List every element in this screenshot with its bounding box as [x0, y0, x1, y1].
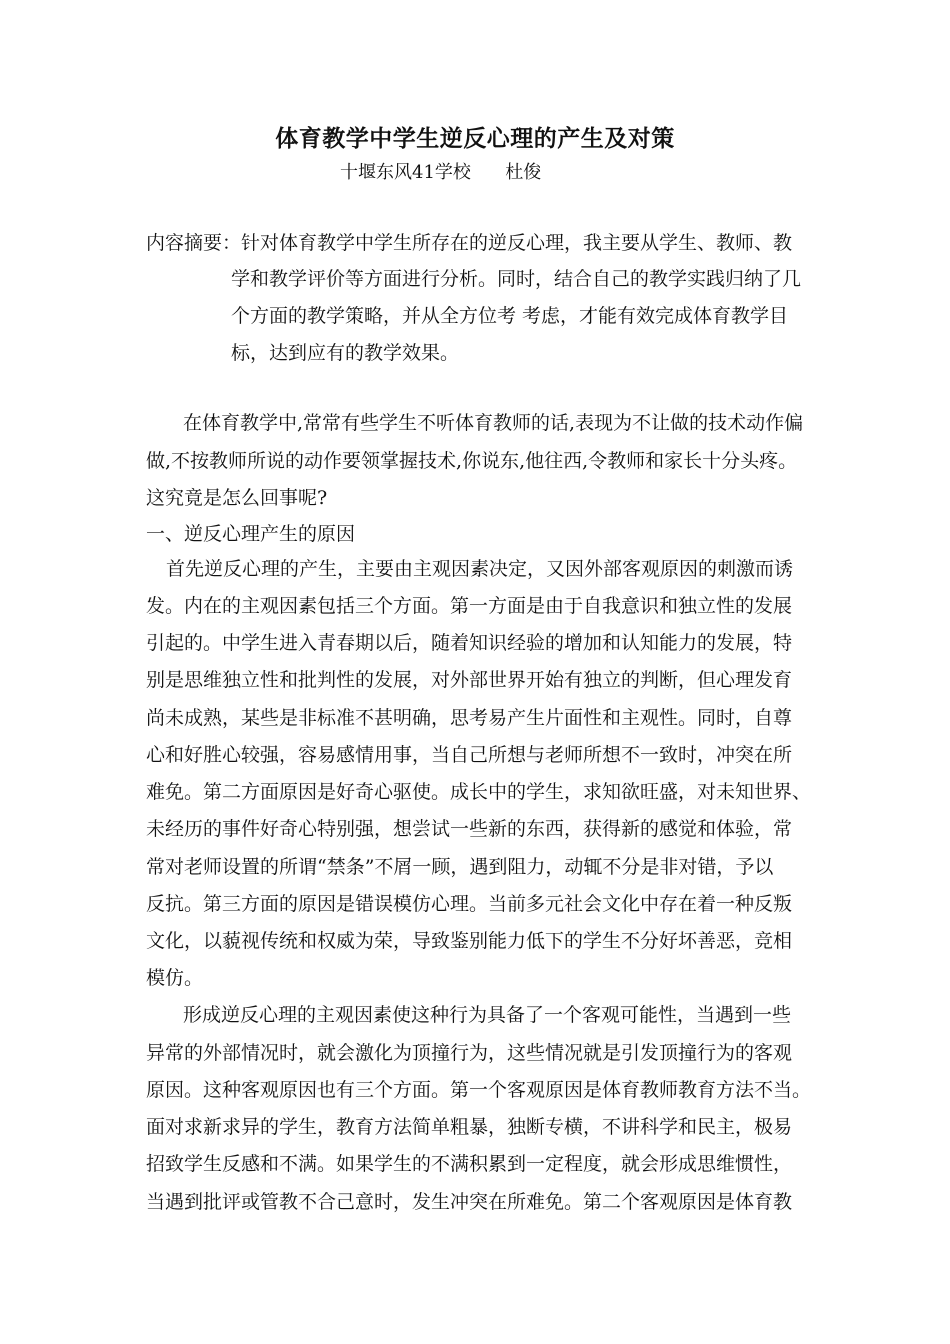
- abstract-line: 标，达到应有的教学效果。: [231, 342, 460, 364]
- abstract-line: 个方面的教学策略，并从全方位考 考虑，才能有效完成体育教学目: [231, 305, 789, 327]
- author-line: 十堰东风41学校 杜俊: [340, 162, 542, 183]
- intro-line: 在体育教学中,常常有些学生不听体育教师的话,表现为不让做的技术动作偏: [183, 412, 804, 434]
- paragraph-line: 招致学生反感和不满。如果学生的不满积累到一定程度，就会形成思维惯性，: [146, 1153, 793, 1175]
- paragraph-line: 别是思维独立性和批判性的发展，对外部世界开始有独立的判断，但心理发育: [146, 669, 793, 691]
- paragraph-line: 心和好胜心较强，容易感情用事，当自己所想与老师所想不一致时，冲突在所: [146, 744, 793, 766]
- paragraph-line: 尚未成熟，某些是非标准不甚明确，思考易产生片面性和主观性。同时，自尊: [146, 707, 793, 729]
- paragraph-line: 未经历的事件好奇心特别强，想尝试一些新的东西，获得新的感觉和体验，常: [146, 818, 793, 840]
- paragraph-line: 首先逆反心理的产生，主要由主观因素决定，又因外部客观原因的刺激而诱: [166, 558, 794, 580]
- document-title: 体育教学中学生逆反心理的产生及对策: [275, 125, 675, 152]
- paragraph-line: 面对求新求异的学生，教育方法简单粗暴，独断专横，不讲科学和民主，极易: [146, 1116, 793, 1138]
- paragraph-line: 文化，以藐视传统和权威为荣，导致鉴别能力低下的学生不分好坏善恶，竞相: [146, 930, 793, 952]
- section-heading: 一、逆反心理产生的原因: [146, 523, 356, 545]
- paragraph-line: 常对老师设置的所谓“禁条”不屑一顾，遇到阻力，动辄不分是非对错，予以: [146, 856, 774, 878]
- paragraph-line: 反抗。第三方面的原因是错误模仿心理。当前多元社会文化中存在着一种反叛: [146, 893, 793, 915]
- abstract-line: 学和教学评价等方面进行分析。同时，结合自己的教学实践归纳了几: [231, 268, 802, 290]
- intro-line: 做,不按教师所说的动作要领掌握技术,你说东,他往西,令教师和家长十分头疼。: [146, 450, 798, 472]
- abstract-line: 内容摘要：针对体育教学中学生所存在的逆反心理，我主要从学生、教师、教: [146, 232, 793, 254]
- paragraph-line: 模仿。: [146, 967, 204, 989]
- paragraph-line: 原因。这种客观原因也有三个方面。第一个客观原因是体育教师教育方法不当。: [146, 1079, 812, 1101]
- paragraph-line: 发。内在的主观因素包括三个方面。第一方面是由于自我意识和独立性的发展: [146, 595, 793, 617]
- paragraph-line: 异常的外部情况时，就会激化为顶撞行为，这些情况就是引发顶撞行为的客观: [146, 1042, 793, 1064]
- paragraph-line: 当遇到批评或管教不合己意时，发生冲突在所难免。第二个客观原因是体育教: [146, 1191, 793, 1213]
- paragraph-line: 引起的。中学生进入青春期以后，随着知识经验的增加和认知能力的发展，特: [146, 632, 793, 654]
- paragraph-line: 形成逆反心理的主观因素使这种行为具备了一个客观可能性，当遇到一些: [183, 1004, 792, 1026]
- paragraph-line: 难免。第二方面原因是好奇心驱使。成长中的学生，求知欲旺盛，对未知世界、: [146, 781, 812, 803]
- intro-line: 这究竟是怎么回事呢?: [146, 487, 328, 509]
